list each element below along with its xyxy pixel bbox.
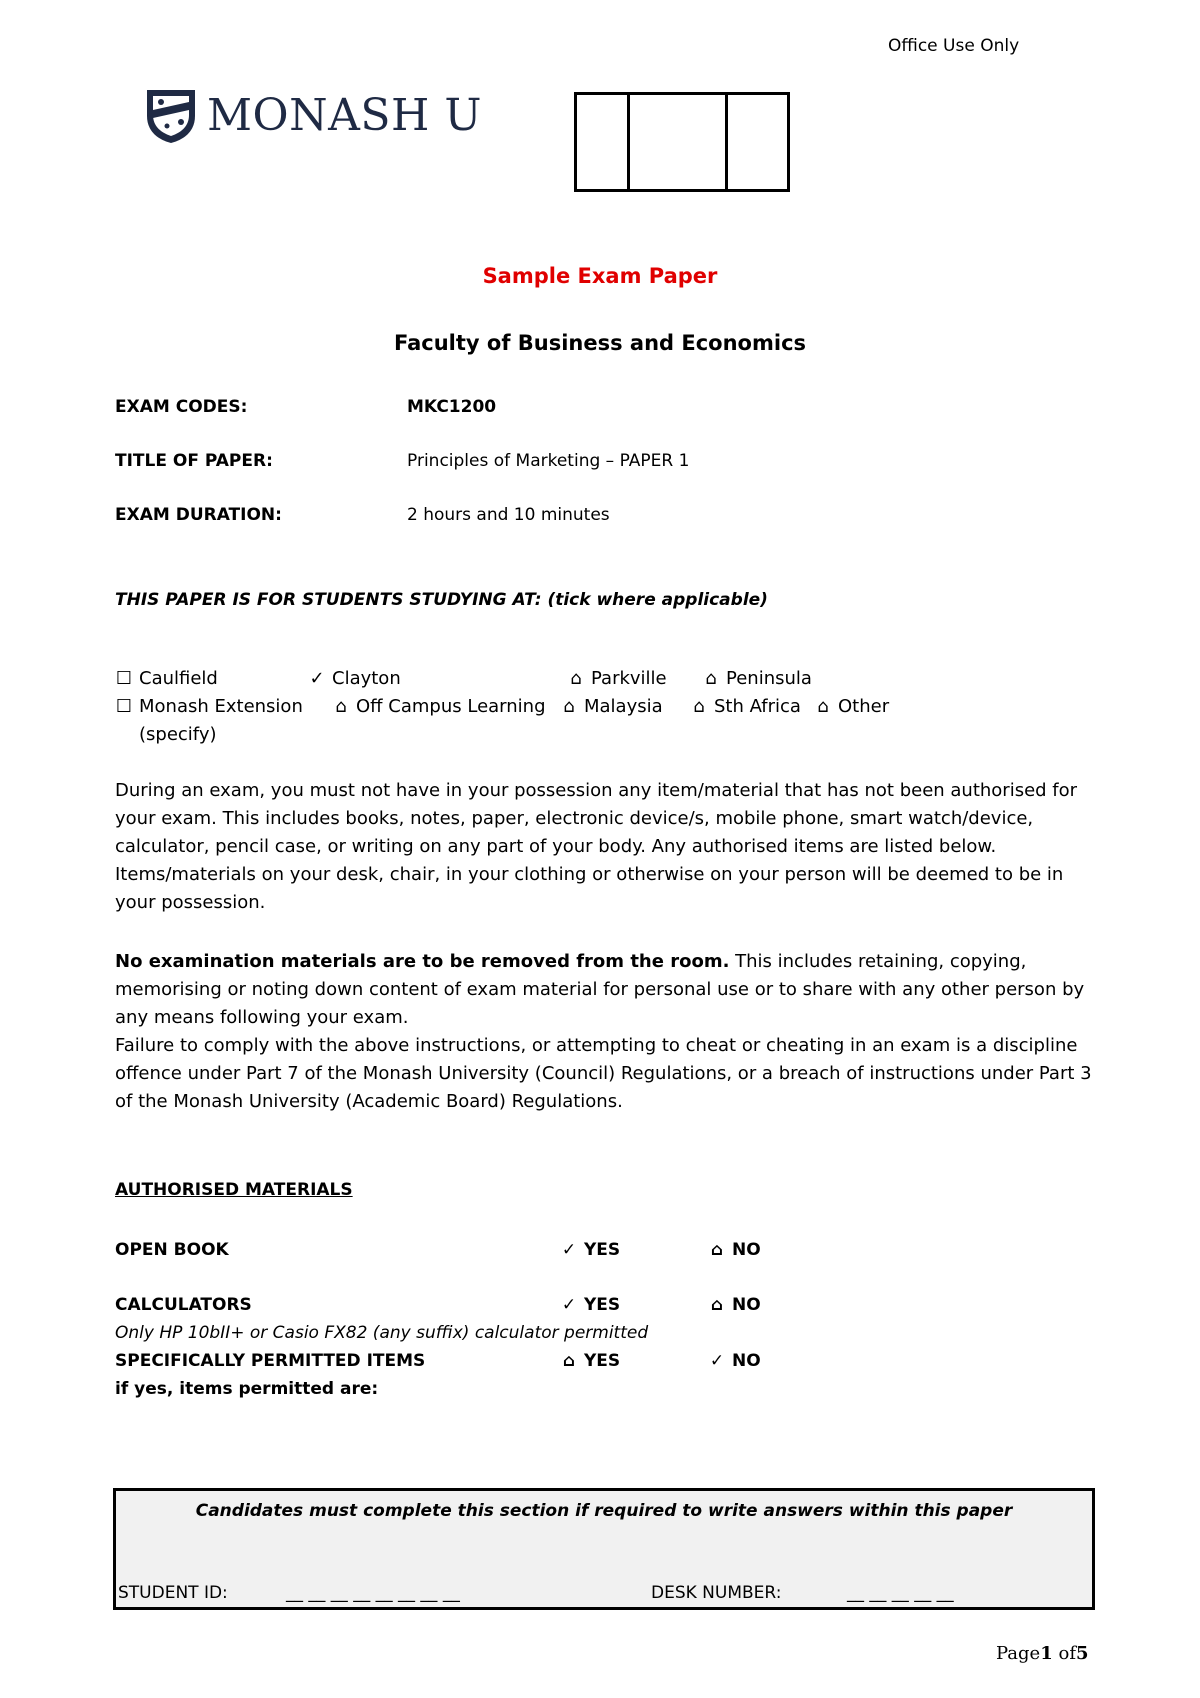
campus-specify: (specify) bbox=[139, 724, 217, 745]
instruction-text: This includes retaining, copying, memorising or noting down content of exam material for personal use or to share with any other person by any means following your exam. bbox=[115, 951, 1085, 1028]
exam-codes-label: EXAM CODES: bbox=[115, 397, 248, 417]
empty-mark-icon: ⌂ bbox=[570, 668, 582, 689]
option-label: NO bbox=[732, 1295, 761, 1315]
candidate-section-heading: Candidates must complete this section if required to write answers within this paper bbox=[195, 1501, 1013, 1521]
campus-label: Sth Africa bbox=[714, 696, 801, 717]
sample-exam-title: Sample Exam Paper bbox=[482, 264, 718, 288]
calculators-no bbox=[708, 1295, 761, 1315]
option-label: YES bbox=[584, 1240, 621, 1260]
empty-mark-icon: ⌂ bbox=[817, 696, 829, 717]
instruction-paragraph: During an exam, you must not have in your possession any item/material that has not been authorised for your exam. This includes books, notes, paper, electronic device/s, mobile phone, smart watch/device, calculator, pencil case, or writing on any part of your body. Any authorised items are listed below. Items/materials on your desk, chair, in your clothing or otherwise on your person will be deemed to be in your possession. bbox=[115, 780, 1078, 913]
office-use-label: Office Use Only bbox=[888, 36, 1020, 56]
option-label: YES bbox=[584, 1351, 621, 1371]
option-label: NO bbox=[732, 1351, 761, 1371]
possession-instructions bbox=[115, 777, 1095, 917]
desk-number-field[interactable]: __ __ __ __ __ bbox=[847, 1583, 954, 1603]
empty-mark-icon: ⌂ bbox=[710, 1295, 724, 1315]
campus-clayton bbox=[308, 668, 401, 689]
calculator-note: Only HP 10bII+ or Casio FX82 (any suffix) calculator permitted bbox=[115, 1323, 649, 1343]
campus-label: Peninsula bbox=[726, 668, 812, 689]
campus-label: Off Campus Learning bbox=[356, 696, 546, 717]
empty-mark-icon: ⌂ bbox=[693, 696, 705, 717]
checkbox-icon: ☐ bbox=[115, 668, 133, 689]
checkbox-icon: ☐ bbox=[115, 696, 133, 717]
open-book-yes bbox=[560, 1240, 620, 1260]
authorised-materials-heading: AUTHORISED MATERIALS bbox=[115, 1180, 353, 1200]
exam-codes-value: MKC1200 bbox=[407, 397, 497, 417]
option-label: YES bbox=[584, 1295, 621, 1315]
calculators-yes bbox=[560, 1295, 620, 1315]
candidate-section-box bbox=[113, 1488, 1095, 1610]
campus-off-campus bbox=[332, 696, 546, 717]
permitted-items-followup: if yes, items permitted are: bbox=[115, 1379, 379, 1399]
office-use-box bbox=[574, 92, 790, 192]
instruction-paragraph: Failure to comply with the above instructions, or attempting to cheat or cheating in an exam is a discipline offence under Part 7 of the Monash University (Council) Regulations, or a breach of instructions under Part 3 of the Monash University (Academic Board) Regulations. bbox=[115, 1035, 1092, 1112]
title-of-paper-value: Principles of Marketing – PAPER 1 bbox=[407, 451, 690, 471]
logo-wordmark: MONASH U bbox=[207, 90, 482, 141]
empty-mark-icon: ⌂ bbox=[335, 696, 347, 717]
empty-mark-icon: ⌂ bbox=[563, 696, 575, 717]
campus-label: Parkville bbox=[591, 668, 667, 689]
shield-icon bbox=[145, 88, 197, 144]
removal-instructions bbox=[115, 948, 1095, 1116]
empty-mark-icon: ⌂ bbox=[710, 1240, 724, 1260]
instruction-bold: No examination materials are to be removed from the room. bbox=[115, 951, 730, 972]
permitted-items-yes bbox=[560, 1351, 620, 1371]
exam-duration-label: EXAM DURATION: bbox=[115, 505, 282, 525]
calculators-label: CALCULATORS bbox=[115, 1295, 252, 1315]
empty-mark-icon: ⌂ bbox=[562, 1351, 576, 1371]
page-total: 5 bbox=[1075, 1643, 1089, 1664]
campus-parkville bbox=[567, 668, 667, 689]
campus-label: Clayton bbox=[332, 668, 401, 689]
page-number bbox=[996, 1643, 1089, 1664]
campus-label: Monash Extension bbox=[139, 696, 303, 717]
student-id-label: STUDENT ID: bbox=[118, 1583, 228, 1603]
open-book-label: OPEN BOOK bbox=[115, 1240, 229, 1260]
campus-peninsula bbox=[702, 668, 812, 689]
open-book-no bbox=[708, 1240, 761, 1260]
campus-sth-africa bbox=[690, 696, 801, 717]
exam-duration-value: 2 hours and 10 minutes bbox=[407, 505, 610, 525]
page-word: Page bbox=[996, 1643, 1041, 1664]
campus-label: Other bbox=[838, 696, 890, 717]
tick-icon: ✓ bbox=[709, 1351, 725, 1371]
faculty-title: Faculty of Business and Economics bbox=[393, 331, 807, 355]
instruction-paragraph bbox=[115, 948, 1095, 1032]
option-label: NO bbox=[732, 1240, 761, 1260]
of-word: of bbox=[1058, 1643, 1076, 1664]
permitted-items-label: SPECIFICALLY PERMITTED ITEMS bbox=[115, 1351, 426, 1371]
empty-mark-icon: ⌂ bbox=[705, 668, 717, 689]
tick-icon: ✓ bbox=[561, 1240, 577, 1260]
campus-heading: THIS PAPER IS FOR STUDENTS STUDYING AT: (tick where applicable) bbox=[115, 590, 768, 610]
office-box-cell bbox=[577, 95, 630, 189]
tick-icon: ✓ bbox=[309, 668, 325, 689]
tick-icon: ✓ bbox=[561, 1295, 577, 1315]
page-current: 1 bbox=[1040, 1643, 1053, 1664]
office-box-cell bbox=[728, 95, 787, 189]
campus-monash-extension bbox=[115, 696, 303, 717]
permitted-items-no bbox=[708, 1351, 761, 1371]
student-id-field[interactable]: __ __ __ __ __ __ __ __ bbox=[286, 1583, 460, 1603]
campus-label: Caulfield bbox=[139, 668, 218, 689]
campus-other bbox=[814, 696, 889, 717]
campus-label: Malaysia bbox=[584, 696, 663, 717]
title-of-paper-label: TITLE OF PAPER: bbox=[115, 451, 273, 471]
desk-number-label: DESK NUMBER: bbox=[651, 1583, 782, 1603]
campus-malaysia bbox=[560, 696, 663, 717]
campus-caulfield bbox=[115, 668, 218, 689]
office-box-cell bbox=[630, 95, 728, 189]
